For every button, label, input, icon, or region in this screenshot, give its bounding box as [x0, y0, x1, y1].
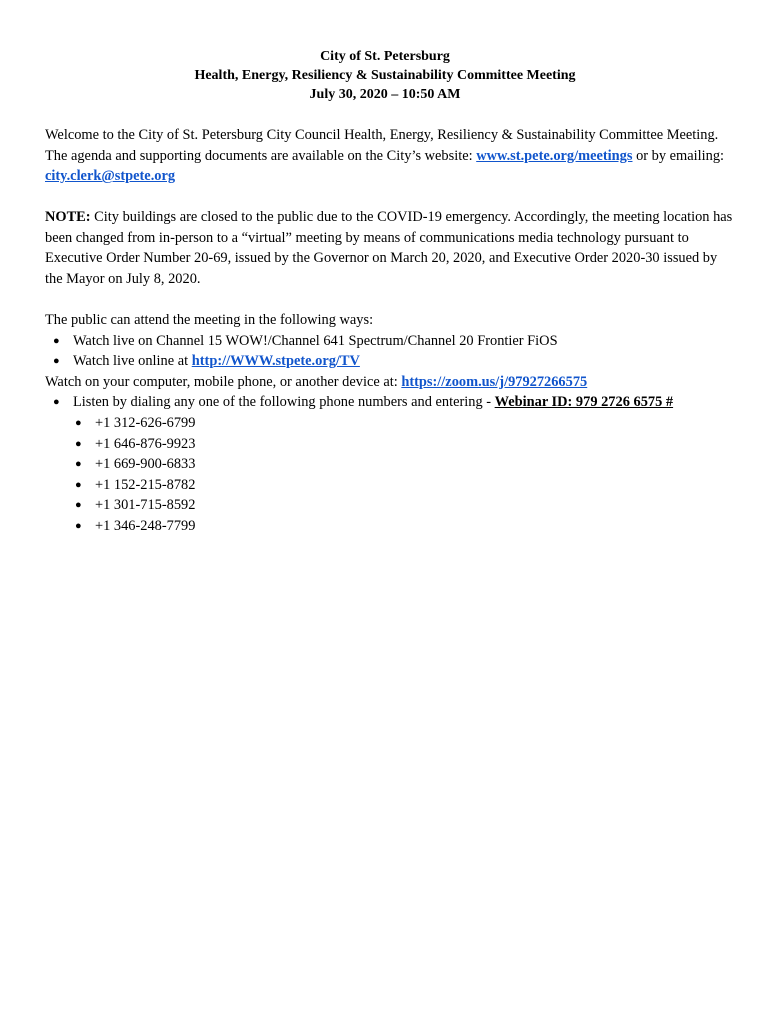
bullet-icon: ● [75, 499, 82, 512]
watch-device-line [45, 372, 735, 393]
phone-number: +1 301-715-8592 [95, 497, 196, 514]
bullet-icon: ● [53, 334, 60, 347]
attend-intro: The public can attend the meeting in the following ways: [45, 312, 374, 328]
header-date-time: July 30, 2020 – 10:50 AM [309, 87, 461, 102]
list-item [45, 392, 735, 413]
phone-number: +1 646-876-9923 [95, 435, 196, 452]
note-label: NOTE: [45, 209, 91, 225]
email-link[interactable]: city.clerk@stpete.org [45, 168, 176, 185]
bullet-icon: ● [75, 458, 82, 471]
document-header [0, 47, 770, 104]
header-city: City of St. Petersburg [320, 49, 450, 64]
note-text: City buildings are closed to the public due to the COVID-19 emergency. Accordingly, the meeting location has been changed from in-person to a “virtual” meeting by means of communications media technology pursuant to Executive Order Number 20-69, issued by the Governor on March 20, 2020, and Executive Order 2020-30 issued by the Mayor on July 8, 2020. [45, 209, 733, 287]
bullet-icon: ● [75, 478, 82, 491]
welcome-paragraph [45, 125, 735, 187]
welcome-text-email-intro: or by emailing: [632, 147, 725, 164]
phone-number: +1 346-248-7799 [95, 517, 196, 534]
watch-device-text: Watch on your computer, mobile phone, or another device at: [45, 373, 402, 390]
zoom-link[interactable]: https://zoom.us/j/97927266575 [401, 373, 588, 390]
bullet-icon: ● [75, 519, 82, 532]
bullet-icon: ● [53, 355, 60, 368]
phone-list-item [45, 434, 735, 455]
phone-number: +1 669-900-6833 [95, 456, 196, 473]
bullet-text-dial: Listen by dialing any one of the following phone numbers and entering - [73, 394, 495, 411]
attend-section [45, 310, 735, 537]
header-committee: Health, Energy, Resiliency & Sustainability Committee Meeting [194, 68, 576, 83]
phone-list-item [45, 454, 735, 475]
phone-list-item [45, 413, 735, 434]
phone-list-item [45, 495, 735, 516]
stpete-tv-link[interactable]: http://WWW.stpete.org/TV [191, 353, 360, 370]
list-item [45, 351, 735, 372]
bullet-text-channels: Watch live on Channel 15 WOW!/Channel 641 Spectrum/Channel 20 Frontier FiOS [73, 332, 558, 349]
bullet-icon: ● [75, 416, 82, 429]
bullet-icon: ● [53, 396, 60, 409]
welcome-text: Welcome to the City of St. Petersburg City Council Health, Energy, Resiliency & Sustainability Committee Meeting. The agenda and supporting documents are available on the City’s website: [45, 127, 719, 164]
phone-number: +1 152-215-8782 [95, 476, 196, 493]
phone-list-item [45, 516, 735, 537]
note-paragraph [45, 207, 735, 289]
bullet-text-online: Watch live online at [73, 353, 192, 370]
website-link[interactable]: www.st.pete.org/meetings [476, 147, 633, 164]
list-item [45, 331, 735, 352]
phone-list-item [45, 475, 735, 496]
phone-number: +1 312-626-6799 [95, 414, 196, 431]
bullet-icon: ● [75, 437, 82, 450]
webinar-id: Webinar ID: 979 2726 6575 # [494, 394, 674, 411]
